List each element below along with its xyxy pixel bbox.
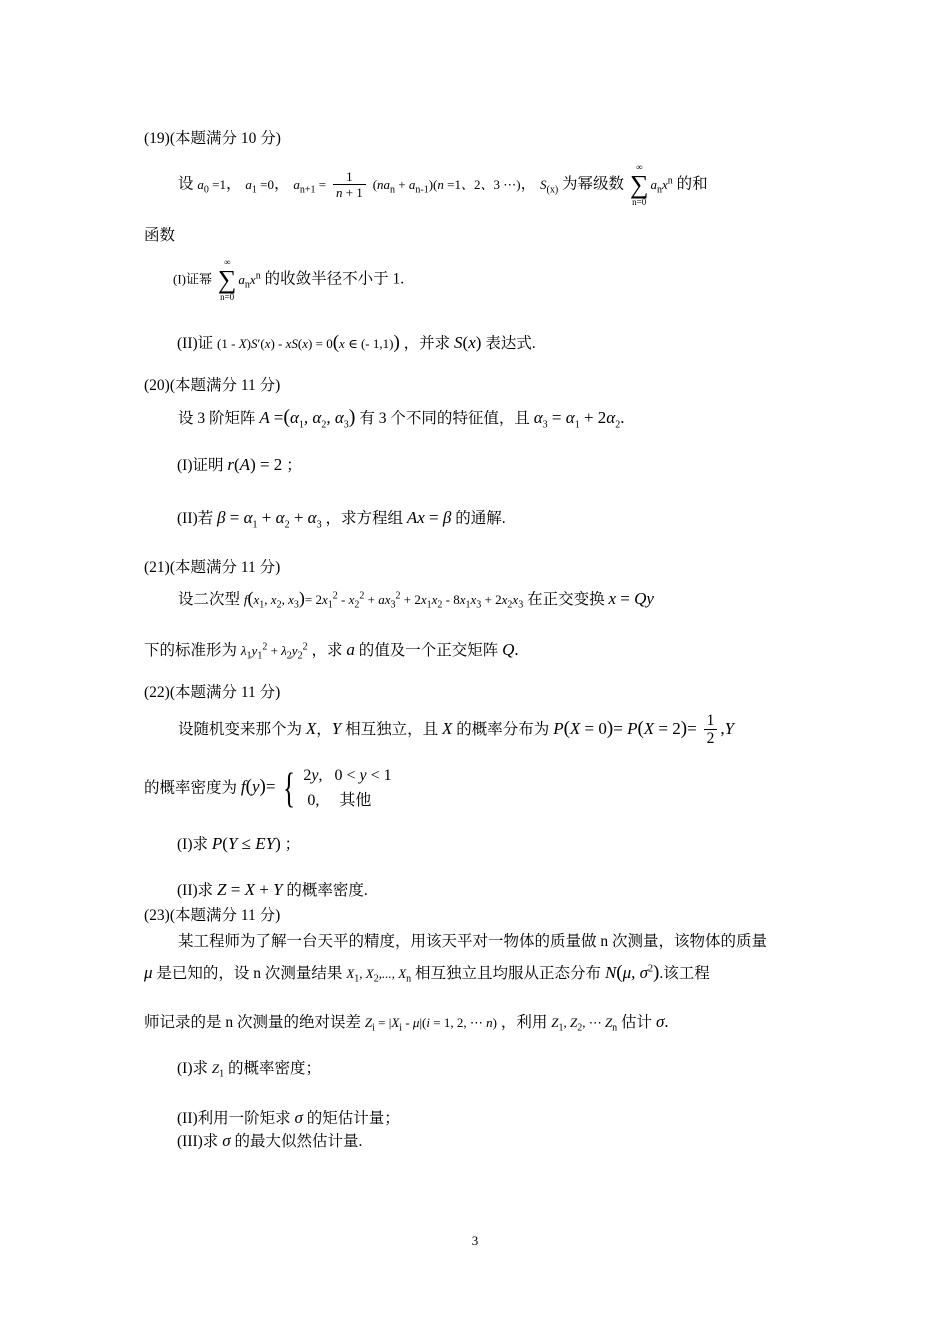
q19-fraction: $\frac{1}{n + 1}$ (333, 170, 366, 201)
q22-part2: (II)求 Z = X + Y 的概率密度. (177, 880, 368, 899)
q22-intro: 设随机变来那个为 X，Y 相互独立，且 X 的概率分布为 P(X = 0)= P(X = 2)= $\frac{1}{2}$ ,Y (178, 712, 735, 748)
q23-part2: (II)利用一阶矩求 σ 的矩估计量； (177, 1108, 400, 1127)
q21-intro: 设二次型 $f(x_1$, $x_2$, $x_3)= 2x_1^2 - x_2^2 + ax_3^2 + 2x_1x_2 - 8x_1x_3 + 2x_2x_3$ 在正交变换 x = Qy (178, 588, 654, 611)
q20-part2: (II)若 $\beta = \alpha_1 + \alpha_2 + \alpha_3$ ，求方程组 Ax = β 的通解. (177, 508, 506, 531)
q23-line1: 某工程师为了解一台天平的精度，用该天平对一物体的质量做 n 次测量，该物体的质量 (178, 933, 768, 950)
q20-part1: (I)证明 r(A) = 2 ； (177, 455, 302, 474)
q23-part1: (I)求 $Z_1$ 的概率密度； (177, 1060, 321, 1080)
q22-heading: (22)(本题满分 11 分) (144, 684, 281, 701)
q19-intro-continued: 函数 (144, 227, 176, 244)
q19-summation: ∞ ∑ n=0 (629, 162, 649, 207)
q22-fraction: $\frac{1}{2}$ (704, 712, 718, 749)
q20-intro: 设 3 阶矩阵 $A =(\alpha_1$, $\alpha_2$, $\alpha_3$) 有 3 个不同的特征值，且 $\alpha_3 = \alpha_1 + 2\alpha_2$. (178, 406, 625, 431)
q19-heading: (19)(本题满分 10 分) (144, 130, 281, 147)
q22-piecewise-cases: 2y, 0 < y < 1 0, 其他 (303, 767, 392, 809)
q23-line3: 师记录的是 n 次测量的绝对误差 $Z_i = |X_i - \mu|(i = 1$, 2, ⋯ n) ，利用 $Z_1$, $Z_2$, ⋯ $Z_n$ 估计 σ. (144, 1012, 669, 1034)
q21-heading: (21)(本题满分 11 分) (144, 559, 281, 576)
q19-part2: (II)证 (1 - X)S′(x) - xS(x) = 0(x ∈ (- 1,1)) ，并求 S(x) 表达式. (177, 332, 536, 353)
q19-part1-summation: ∞ ∑ n=0 (217, 257, 237, 302)
q19-part1: (I)证幂 ∞ ∑ n=0 $a_nx^n$ 的收敛半径不小于 1. (173, 257, 405, 302)
q22-density: 的概率密度为 f(y)= { 2y, 0 < y < 1 0, 其他 (144, 765, 392, 812)
q19-intro: 设 $a_0 =1$， $a_1 =0$， $a_{n+1}$ = $\frac{1}{n + 1}$ $(na_n + a_{n-1})(n =1$、2、3 ⋯)， $S_{(x)}$ 为幂级数 ∞ ∑ n=0 $a_nx^n$ 的和 (178, 162, 708, 207)
q22-piecewise-brace: { (283, 765, 296, 812)
q23-heading: (23)(本题满分 11 分) (144, 907, 281, 924)
q23-part3: (III)求 σ 的最大似然估计量. (177, 1131, 363, 1150)
q20-heading: (20)(本题满分 11 分) (144, 377, 281, 394)
page-number: 3 (471, 1233, 479, 1248)
q21-line2: 下的标准形为 $\lambda_1y_1^2 + \lambda_2y_2^2$ ，求 a 的值及一个正交矩阵 Q. (144, 640, 519, 662)
q22-part1: (I)求 P(Y ≤ EY) ； (177, 834, 301, 853)
q23-line2: μ 是已知的，设 n 次测量结果 $X_1$, $X_2$,..., $X_n$ 相互独立且均服从正态分布 N(μ, $\sigma^2$).该工程 (144, 962, 710, 985)
